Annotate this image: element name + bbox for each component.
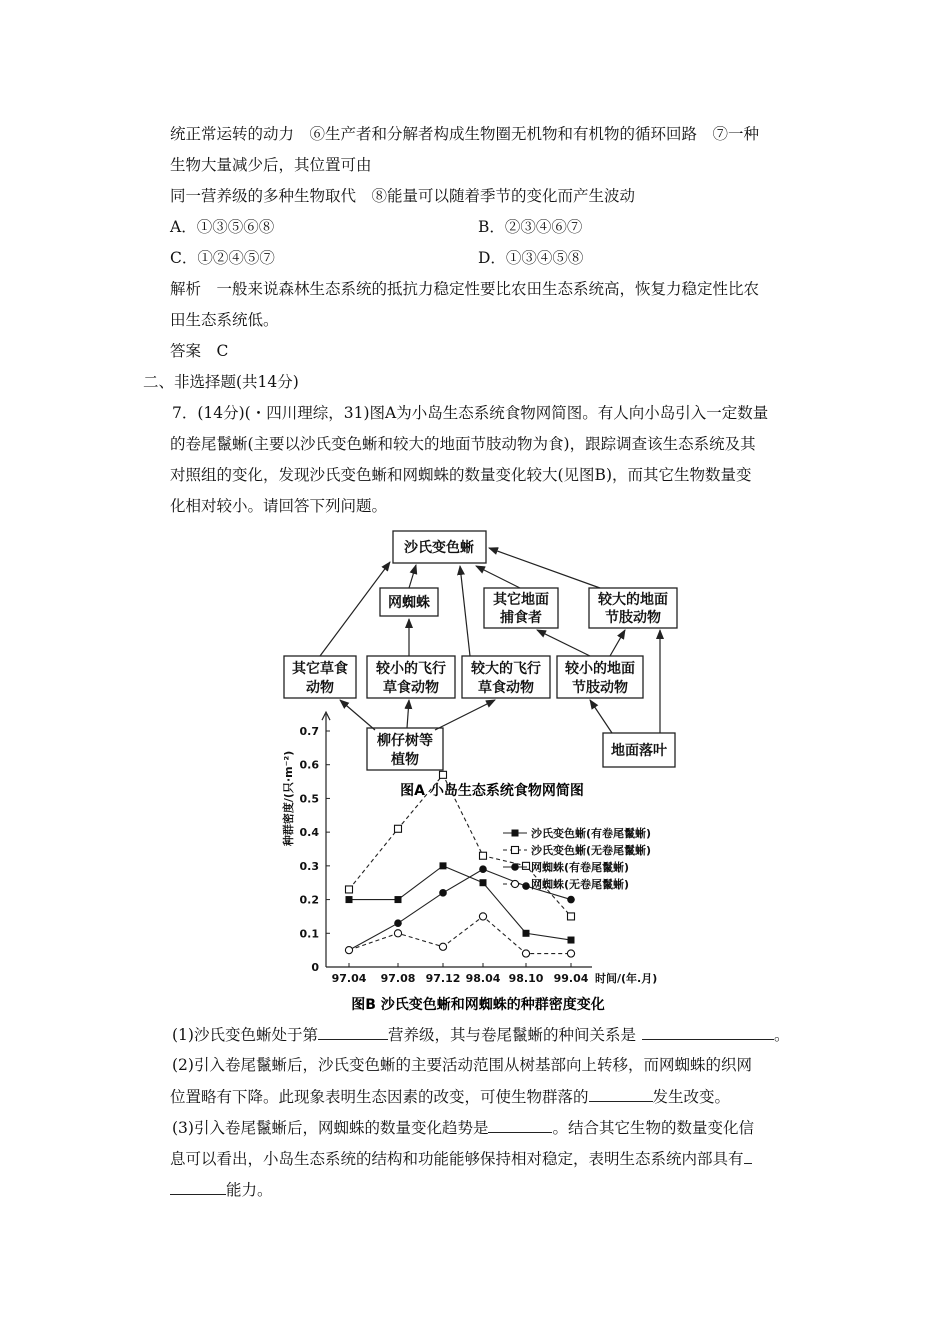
- series-line: [349, 866, 571, 940]
- data-point: [346, 896, 353, 903]
- data-point: [394, 930, 401, 937]
- sub3-text: 。结合其它生物的数量变化信: [552, 1119, 754, 1137]
- figure-a-caption: 图A 小岛生态系统食物网简图: [400, 783, 584, 799]
- data-point: [568, 913, 575, 920]
- sub3-text: 息可以看出，小岛生态系统的结构和功能能够保持相对稳定，表明生态系统内部具有: [170, 1150, 744, 1168]
- data-point: [567, 896, 575, 904]
- legend-marker: [511, 880, 518, 887]
- data-point: [522, 882, 530, 890]
- y-tick-label: 0: [311, 961, 319, 974]
- y-tick-label: 0.6: [299, 758, 319, 772]
- sub3-text: (3)引入卷尾鬣蜥后，网蜘蛛的数量变化趋势是: [172, 1119, 489, 1137]
- data-point: [394, 919, 402, 927]
- node-label: 捕食者: [500, 610, 542, 626]
- answer-blank[interactable]: [318, 1024, 388, 1040]
- legend-label: 沙氏变色蜥(有卷尾鬣蜥): [531, 827, 652, 840]
- food-web-diagram: [280, 528, 700, 808]
- node-label: 较小的地面: [565, 661, 635, 677]
- question-line: 化相对较小。请回答下列问题。: [170, 497, 388, 515]
- data-point: [345, 947, 352, 954]
- x-tick-label: 97.08: [380, 972, 416, 985]
- node-label: 节肢动物: [605, 610, 661, 626]
- text-line: 同一营养级的多种生物取代 ⑧能量可以随着季节的变化而产生波动: [170, 187, 636, 205]
- data-point: [523, 862, 530, 869]
- answer: 答案 C: [170, 342, 229, 360]
- y-tick-label: 0.2: [299, 893, 319, 907]
- data-point: [439, 943, 446, 950]
- data-point: [439, 889, 447, 897]
- sub-question-3-cont: [170, 1148, 752, 1169]
- y-tick-label: 0.1: [299, 927, 319, 941]
- node-lizard: 沙氏变色蜥: [404, 540, 474, 556]
- x-tick-label: 99.04: [553, 972, 589, 985]
- y-tick-label: 0.3: [299, 859, 319, 873]
- legend-item: [503, 860, 629, 874]
- data-point: [395, 896, 402, 903]
- option-d: D．①③④⑤⑧: [478, 249, 584, 267]
- node-label: 较大的飞行: [471, 661, 541, 677]
- data-point: [480, 852, 487, 859]
- answer-blank[interactable]: [170, 1179, 226, 1195]
- node-label: 节肢动物: [572, 680, 628, 696]
- sub-question-2-cont: [170, 1086, 730, 1107]
- node-litter: 地面落叶: [611, 743, 667, 759]
- node-label: 其它地面: [493, 592, 549, 608]
- data-point: [479, 865, 487, 873]
- y-axis-label: 种群密度/(只·m⁻²): [282, 750, 295, 847]
- data-point: [567, 950, 574, 957]
- data-point: [346, 886, 353, 893]
- series-1: [346, 862, 575, 943]
- legend-item: [503, 826, 651, 840]
- x-tick-label: 97.12: [425, 972, 461, 985]
- text-line: 生物大量减少后，其位置可由: [170, 156, 372, 174]
- data-point: [440, 862, 447, 869]
- option-c: C．①②④⑤⑦: [170, 249, 275, 267]
- node-label: 动物: [306, 680, 334, 696]
- x-tick-label: 97.04: [331, 972, 367, 985]
- y-tick-label: 0.7: [299, 725, 319, 738]
- node-label: 草食动物: [478, 680, 534, 696]
- legend-marker: [511, 863, 519, 871]
- data-point: [522, 950, 529, 957]
- option-b: B．②③④⑥⑦: [478, 218, 583, 236]
- sub1-text: 。: [773, 1026, 790, 1044]
- legend-label: 网蜘蛛(无卷尾鬣蜥): [531, 878, 630, 891]
- section-heading: 二、非选择题(共14分): [143, 373, 299, 391]
- option-a: A．①③⑤⑥⑧: [170, 218, 275, 236]
- data-point: [479, 913, 486, 920]
- x-tick-label: 98.10: [508, 972, 544, 985]
- sub-question-3-end: [170, 1179, 273, 1200]
- data-point: [395, 825, 402, 832]
- legend-marker: [512, 847, 519, 854]
- analysis-line: 田生态系统低。: [170, 311, 279, 329]
- legend-item: [503, 843, 651, 857]
- data-point: [480, 879, 487, 886]
- sub-question-2: (2)引入卷尾鬣蜥后，沙氏变色蜥的主要活动范围从树基部向上转移，而网蜘蛛的织网: [172, 1056, 752, 1074]
- legend-label: 沙氏变色蜥(无卷尾鬣蜥): [531, 844, 652, 857]
- node-label: 植物: [391, 752, 419, 768]
- question-line: 对照组的变化，发现沙氏变色蜥和网蜘蛛的数量变化较大(见图B)，而其它生物数量变: [170, 466, 752, 484]
- answer-blank[interactable]: [744, 1148, 752, 1164]
- sub3-text: 能力。: [226, 1181, 273, 1199]
- node-label: 较大的地面: [598, 592, 668, 608]
- question-line: 的卷尾鬣蜥(主要以沙氏变色蜥和较大的地面节肢动物为食)，跟踪调查该生态系统及其: [170, 435, 756, 453]
- answer-blank[interactable]: [488, 1117, 552, 1133]
- sub1-text: 营养级，其与卷尾鬣蜥的种间关系是: [387, 1026, 636, 1044]
- node-spider: 网蜘蛛: [388, 595, 430, 611]
- y-tick-label: 0.5: [299, 792, 319, 806]
- legend-marker: [512, 830, 519, 837]
- x-axis-label: 时间/(年.月): [595, 972, 658, 985]
- node-label: 较小的飞行: [376, 661, 446, 677]
- data-point: [523, 930, 530, 937]
- answer-blank[interactable]: [589, 1086, 653, 1102]
- data-point: [568, 937, 575, 944]
- sub-question-3: [172, 1117, 754, 1138]
- question-line: 7．(14分)(・四川理综，31)图A为小岛生态系统食物网简图。有人向小岛引入一定数量: [172, 404, 769, 422]
- analysis-line: 解析 一般来说森林生态系统的抵抗力稳定性要比农田生态系统高，恢复力稳定性比农: [170, 280, 760, 298]
- node-label: 草食动物: [383, 680, 439, 696]
- sub2-text: 发生改变。: [652, 1088, 731, 1106]
- text-line: 统正常运转的动力 ⑥生产者和分解者构成生物圈无机物和有机物的循环回路 ⑦一种: [170, 125, 760, 143]
- chart-title: 图B 沙氏变色蜥和网蜘蛛的种群密度变化: [351, 997, 605, 1013]
- sub2-text: 位置略有下降。此现象表明生态因素的改变，可使生物群落的: [170, 1088, 589, 1106]
- sub-question-1: [172, 1024, 790, 1045]
- node-label: 其它草食: [292, 661, 348, 677]
- x-tick-label: 98.04: [465, 972, 501, 985]
- data-point: [440, 771, 447, 778]
- node-label: 柳仔树等: [377, 733, 433, 749]
- answer-blank[interactable]: [642, 1024, 774, 1040]
- y-tick-label: 0.4: [299, 826, 319, 840]
- legend-label: 网蜘蛛(有卷尾鬣蜥): [531, 861, 630, 874]
- sub1-text: (1)沙氏变色蜥处于第: [172, 1026, 318, 1044]
